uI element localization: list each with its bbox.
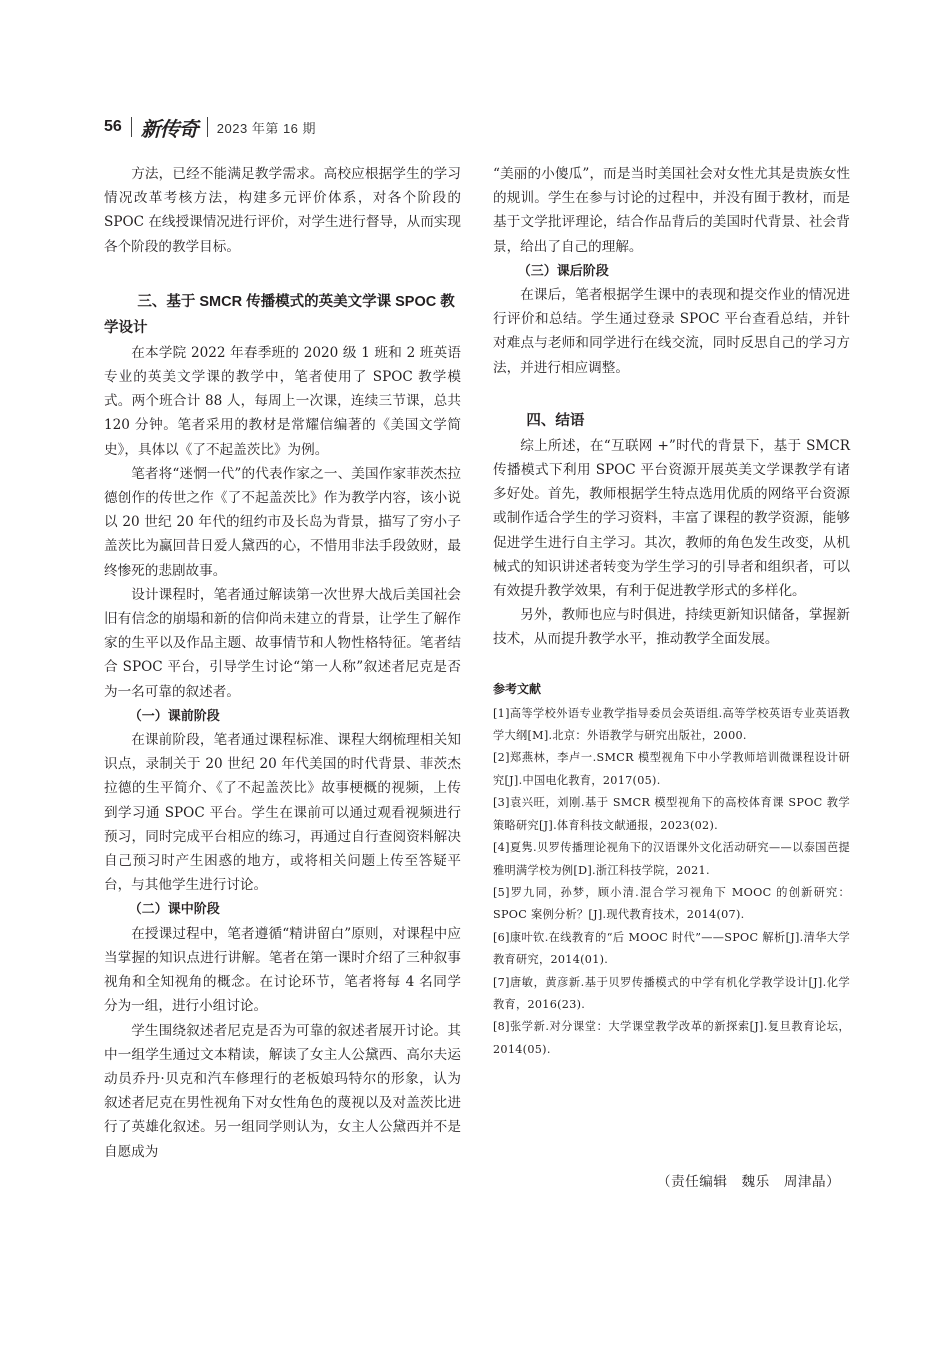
paragraph: 方法，已经不能满足教学需求。高校应根据学生的学习情况改革考核方法，构建多元评价体系，对各个阶段的 SPOC 在线授课情况进行评价，对学生进行督导，从而实现各个阶段的教学目标。 — [104, 166, 461, 255]
page-number: 56 — [104, 118, 122, 135]
reference-item: [2]郑燕林，李卢一.SMCR 模型视角下中小学教师培训微课程设计研究[J].中国电化教育，2017(05). — [493, 751, 850, 787]
issue-label: 2023 年第 16 期 — [216, 120, 317, 136]
subsection-heading: （二）课中阶段 — [128, 901, 220, 917]
paragraph: “美丽的小傻瓜”，而是当时美国社会对女性尤其是贵族女性的规训。学生在参与讨论的过程中，并没有囿于教材，而是基于文学批评理论，结合作品背后的美国时代背景、社会背景，给出了自己的理解。 — [493, 166, 850, 255]
paragraph: 笔者将“迷惘一代”的代表作家之一、美国作家菲茨杰拉德创作的传世之作《了不起盖茨比》作为教学内容，该小说以 20 世纪 20 年代的纽约市及长岛为背景，描写了穷小子盖茨比为赢回昔日爱人黛西的心，不惜用非法手段敛财，最终惨死的悲剧故事。 — [104, 465, 461, 579]
subsection-heading: （三）课后阶段 — [517, 262, 609, 278]
header-divider — [207, 117, 208, 137]
references-title: 参考文献 — [493, 681, 542, 696]
references-list — [493, 703, 850, 1062]
left-column — [104, 162, 461, 1164]
right-column — [493, 162, 850, 1061]
paragraph: 在课前阶段，笔者通过课程标准、课程大纲梳理相关知识点，录制关于 20 世纪 20 年代美国的时代背景、菲茨杰拉德的生平简介、《了不起盖茨比》故事梗概的视频，上传到学习通 SPOC 平台。学生在课前可以通过观看视频进行预习，同时完成平台相应的练习，再通过自行查阅资料解决自己预习时产生困惑的地方，或将相关问题上传至答疑平台，与其他学生进行讨论。 — [104, 732, 461, 894]
editor-note: （责任编辑 魏乐 周津晶） — [657, 1174, 841, 1190]
paragraph: 设计课程时，笔者通过解读第一次世界大战后美国社会旧有信念的崩塌和新的信仰尚未建立的背景，让学生了解作家的生平以及作品主题、故事情节和人物性格特征。笔者结合 SPOC 平台，引导学生讨论“第一人称”叙述者尼克是否为一名可靠的叙述者。 — [104, 586, 461, 700]
reference-item: [5]罗九同，孙梦，顾小清.混合学习视角下 MOOC 的创新研究：SPOC 案例分析？[J].现代教育技术，2014(07). — [493, 885, 850, 922]
paragraph: 另外，教师也应与时俱进，持续更新知识储备，掌握新技术，从而提升教学水平，推动教学全面发展。 — [493, 607, 850, 648]
section-heading: 四、结语 — [526, 412, 585, 429]
reference-item: [4]夏隽.贝罗传播理论视角下的汉语课外文化活动研究——以泰国芭提雅明满学校为例[D].浙江科技学院，2021. — [493, 841, 850, 877]
paragraph: 综上所述，在“互联网 +”时代的背景下，基于 SMCR 传播模式下利用 SPOC 平台资源开展英美文学课教学有诸多好处。首先，教师根据学生特点选用优质的网络平台资源或制作适合学生的学习资料，丰富了课程的教学资源，能够促进学生进行自主学习。其次，教师的角色发生改变，从机械式的知识讲述者转变为学生学习的引导者和组织者，可以有效提升教学效果，有利于促进教学形式的多样化。 — [493, 437, 850, 600]
reference-item: [3]袁兴旺，刘刚.基于 SMCR 模型视角下的高校体育课 SPOC 教学策略研究[J].体育科技文献通报，2023(02). — [493, 796, 850, 832]
subsection-heading: （一）课前阶段 — [128, 707, 220, 723]
journal-logo: 新传奇 — [140, 116, 198, 141]
header-divider — [131, 117, 132, 137]
reference-item: [6]康叶钦.在线教育的“后 MOOC 时代”——SPOC 解析[J].清华大学教育研究，2014(01). — [493, 930, 850, 967]
paragraph: 在课后，笔者根据学生课中的表现和提交作业的情况进行评价和总结。学生通过登录 SPOC 平台查看总结，并针对难点与老师和同学进行在线交流，同时反思自己的学习方法，并进行相应调整。 — [493, 287, 850, 376]
paragraph: 在授课过程中，笔者遵循“精讲留白”原则，对课程中应当掌握的知识点进行讲解。笔者在第一课时介绍了三种叙事视角和全知视角的概念。在讨论环节，笔者将每 4 名同学分为一组，进行小组讨论。 — [104, 925, 461, 1015]
reference-item: [7]唐敏，黄彦新.基于贝罗传播模式的中学有机化学教学设计[J].化学教育，2016(23). — [493, 975, 850, 1011]
reference-item: [8]张学新.对分课堂：大学课堂教学改革的新探索[J].复旦教育论坛，2014(05). — [493, 1020, 850, 1056]
section-heading: 三、基于 SMCR 传播模式的英美文学课 SPOC 教学设计 — [104, 293, 455, 336]
paragraph: 学生围绕叙述者尼克是否为可靠的叙述者展开讨论。其中一组学生通过文本精读，解读了女主人公黛西、高尔夫运动员乔丹·贝克和汽车修理行的老板娘玛特尔的形象，认为叙述者尼克在男性视角下对女性角色的蔑视以及对盖茨比进行了英雄化叙述。另一组同学则认为，女主人公黛西并不是自愿成为 — [104, 1022, 461, 1160]
paragraph: 在本学院 2022 年春季班的 2020 级 1 班和 2 班英语专业的英美文学课的教学中，笔者使用了 SPOC 教学模式。两个班合计 88 人，每周上一次课，连续三节课，总共 120 分钟。笔者采用的教材是常耀信编著的《美国文学简史》，具体以《了不起盖茨比》为例。 — [104, 344, 461, 458]
reference-item: [1]高等学校外语专业教学指导委员会英语组.高等学校英语专业英语教学大纲[M].北京：外语教学与研究出版社，2000. — [493, 706, 850, 743]
page-header — [104, 112, 316, 142]
